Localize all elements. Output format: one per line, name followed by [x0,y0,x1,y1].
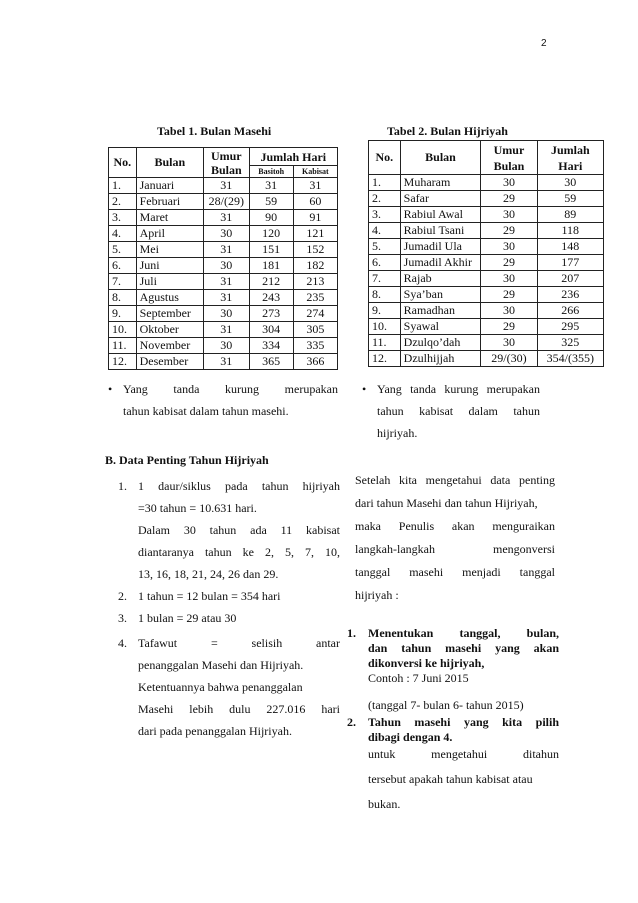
t2-row [369,271,604,287]
t2-cell: 325 [537,335,603,351]
t1-cell: 9. [109,306,137,322]
t1-cell: 10. [109,322,137,338]
t1-row [109,274,338,290]
t1-cell: Juli [136,274,203,290]
list-item-4 [118,632,340,742]
t2-cell: 29/(30) [481,351,537,367]
para-line4: langkah-langkah mengonversi [355,542,555,556]
item2-number: 2. [118,589,127,603]
t1-cell: 31 [293,178,337,194]
t1-cell: 304 [249,322,293,338]
step2-line3: untuk mengetahui ditahun [368,747,559,761]
t2-cell: Rabiul Awal [400,207,481,223]
step2-line2: dibagi dengan 4. [368,730,453,744]
t1-cell: April [136,226,203,242]
t2-body [369,175,604,367]
item1-line3: Dalam 30 tahun ada 11 kabisat [138,523,340,537]
item1-line5: 13, 16, 18, 21, 24, 26 dan 29. [138,567,279,581]
step1-number: 1. [347,626,356,640]
t2-header-jumlah: Jumlah Hari [537,141,603,175]
t1-row [109,338,338,354]
t1-cell: Juni [136,258,203,274]
t2-cell: 4. [369,223,401,239]
t1-cell: 273 [249,306,293,322]
t2-cell: 89 [537,207,603,223]
t2-row [369,319,604,335]
item2-text: 1 tahun = 12 bulan = 354 hari [138,589,281,603]
t2-cell: Sya’ban [400,287,481,303]
t1-cell: 60 [293,194,337,210]
t2-cell: Safar [400,191,481,207]
t1-cell: Desember [136,354,203,370]
t2-cell: 30 [481,239,537,255]
t2-cell: 118 [537,223,603,239]
t2-cell: 6. [369,255,401,271]
t2-cell: 207 [537,271,603,287]
t2-row [369,191,604,207]
step2-line5: bukan. [368,797,401,811]
t1-cell: 31 [204,242,250,258]
right-note [362,378,540,444]
t2-cell: 30 [481,207,537,223]
t1-cell: 8. [109,290,137,306]
t1-cell: 31 [204,290,250,306]
t1-cell: 181 [249,258,293,274]
t2-cell: Syawal [400,319,481,335]
t2-cell: 8. [369,287,401,303]
t1-cell: 2. [109,194,137,210]
table1-caption: Tabel 1. Bulan Masehi [157,124,272,138]
t1-cell: November [136,338,203,354]
para-line2: dari tahun Masehi dan tahun Hijriyah, [355,496,538,510]
step1-line2: dan tahun masehi yang akan [368,641,559,655]
t1-cell: 31 [204,322,250,338]
section-b-heading: B. Data Penting Tahun Hijriyah [105,453,269,467]
t1-cell: 31 [204,178,250,194]
t2-cell: Jumadil Ula [400,239,481,255]
step1-note: (tanggal 7- bulan 6- tahun 2015) [368,698,524,712]
t1-cell: 182 [293,258,337,274]
t2-cell: 30 [481,335,537,351]
t2-cell: 29 [481,255,537,271]
t2-row [369,335,604,351]
t2-row [369,287,604,303]
t2-cell: 9. [369,303,401,319]
t2-header-bulan: Bulan [400,141,481,175]
t2-cell: 2. [369,191,401,207]
left-list [118,475,340,742]
para-line1: Setelah kita mengetahui data penting [355,473,555,487]
step2-number: 2. [347,715,356,729]
t1-cell: 31 [249,178,293,194]
t1-cell: 152 [293,242,337,258]
item1-line4: diantaranya tahun ke 2, 5, 7, 10, [138,545,340,559]
t1-cell: 91 [293,210,337,226]
item4-number: 4. [118,636,127,650]
t1-cell: September [136,306,203,322]
list-item-1 [118,475,340,585]
t2-row [369,239,604,255]
step1-line1: Menentukan tanggal, bulan, [368,626,559,640]
t1-cell: 121 [293,226,337,242]
t1-cell: 30 [204,226,250,242]
right-note-line1: Yang tanda kurung merupakan [377,382,540,396]
t2-cell: Jumadil Akhir [400,255,481,271]
left-note-line2: tahun kabisat dalam tahun masehi. [123,404,289,418]
t1-cell: 31 [204,354,250,370]
right-note-line2: tahun kabisat dalam tahun [377,404,540,418]
t1-cell: 243 [249,290,293,306]
t2-cell: 295 [537,319,603,335]
item4-line3: Ketentuannya bahwa penanggalan [138,680,303,694]
t2-cell: 236 [537,287,603,303]
item4-line1: Tafawut = selisih antar [138,636,340,650]
t2-cell: 30 [537,175,603,191]
t2-cell: 29 [481,223,537,239]
t2-cell: 10. [369,319,401,335]
t1-cell: 3. [109,210,137,226]
t1-row [109,226,338,242]
t1-header-umur: Umur Bulan [204,148,250,178]
t2-cell: 29 [481,191,537,207]
table-bulan-masehi [108,147,338,370]
t1-row [109,354,338,370]
t1-cell: 235 [293,290,337,306]
t1-row [109,322,338,338]
t1-row [109,194,338,210]
step2-line1: Tahun masehi yang kita pilih [368,715,559,729]
item3-number: 3. [118,611,127,625]
t2-row [369,303,604,319]
t2-cell: Ramadhan [400,303,481,319]
t2-cell: 12. [369,351,401,367]
item3-text: 1 bulan = 29 atau 30 [138,611,237,625]
t2-row [369,207,604,223]
t1-cell: Agustus [136,290,203,306]
para-line5: tanggal masehi menjadi tanggal [355,565,555,579]
t1-cell: 213 [293,274,337,290]
step-1 [347,626,559,713]
t1-cell: 334 [249,338,293,354]
step1-example: Contoh : 7 Juni 2015 [368,671,469,685]
t1-header-basitoh: Basitoh [249,166,293,178]
item1-line2: =30 tahun = 10.631 hari. [138,501,257,515]
t1-cell: 11. [109,338,137,354]
t2-cell: 7. [369,271,401,287]
t2-cell: 30 [481,175,537,191]
t2-cell: 29 [481,287,537,303]
t1-row [109,210,338,226]
t2-row [369,351,604,367]
item4-line4: Masehi lebih dulu 227.016 hari [138,702,340,716]
right-paragraph [355,469,555,607]
t1-cell: 335 [293,338,337,354]
t1-row [109,258,338,274]
t1-cell: 4. [109,226,137,242]
t1-cell: 7. [109,274,137,290]
t1-cell: 274 [293,306,337,322]
item1-line1: 1 daur/siklus pada tahun hijriyah [138,479,340,493]
t1-cell: 28/(29) [204,194,250,210]
t1-cell: 12. [109,354,137,370]
t1-body [109,178,338,370]
step1-line3: dikonversi ke hijriyah, [368,656,485,670]
t2-cell: 148 [537,239,603,255]
t1-cell: Januari [136,178,203,194]
t2-cell: Muharam [400,175,481,191]
left-note [108,378,338,422]
t1-cell: 365 [249,354,293,370]
t2-header-no: No. [369,141,401,175]
page-number: 2 [541,38,547,49]
table-bulan-hijriyah [368,140,604,367]
t1-cell: 30 [204,258,250,274]
t2-cell: 11. [369,335,401,351]
t1-cell: Maret [136,210,203,226]
t2-cell: 59 [537,191,603,207]
t1-cell: 30 [204,306,250,322]
left-note-line1: Yang tanda kurung merupakan [123,382,338,396]
bullet-icon: • [108,382,113,396]
t2-row [369,223,604,239]
t2-header-umur: Umur Bulan [481,141,537,175]
table2-caption: Tabel 2. Bulan Hijriyah [387,124,508,138]
t1-cell: 120 [249,226,293,242]
t1-cell: 151 [249,242,293,258]
t1-cell: 366 [293,354,337,370]
item4-line5: dari pada penanggalan Hijriyah. [138,724,292,738]
t1-cell: Oktober [136,322,203,338]
t2-cell: 30 [481,303,537,319]
t1-cell: 305 [293,322,337,338]
t1-row [109,178,338,194]
para-line3: maka Penulis akan menguraikan [355,519,555,533]
t2-cell: Rajab [400,271,481,287]
t1-row [109,306,338,322]
right-note-line3: hijriyah. [377,426,418,440]
t2-cell: 5. [369,239,401,255]
t2-row [369,255,604,271]
t1-cell: 59 [249,194,293,210]
item1-number: 1. [118,479,127,493]
t2-cell: 1. [369,175,401,191]
t2-cell: 29 [481,319,537,335]
t2-cell: 3. [369,207,401,223]
para-line6: hijriyah : [355,588,399,602]
step2-line4: tersebut apakah tahun kabisat atau [368,772,533,786]
t1-header-no: No. [109,148,137,178]
t1-cell: Mei [136,242,203,258]
t1-row [109,242,338,258]
t1-cell: 212 [249,274,293,290]
t2-cell: 266 [537,303,603,319]
t1-cell: 6. [109,258,137,274]
t1-header-jumlah: Jumlah Hari [249,148,337,166]
t2-cell: Dzulqo’dah [400,335,481,351]
step-2 [347,715,559,812]
t1-cell: 5. [109,242,137,258]
t2-cell: 30 [481,271,537,287]
t2-cell: 177 [537,255,603,271]
t2-cell: Rabiul Tsani [400,223,481,239]
item4-line2: penanggalan Masehi dan Hijriyah. [138,658,304,672]
t1-header-kabisat: Kabisat [293,166,337,178]
t1-cell: 1. [109,178,137,194]
t1-row [109,290,338,306]
t1-cell: 90 [249,210,293,226]
t1-cell: 31 [204,274,250,290]
t1-cell: 31 [204,210,250,226]
t1-cell: 30 [204,338,250,354]
t2-cell: 354/(355) [537,351,603,367]
bullet-icon: • [362,382,367,396]
t2-cell: Dzulhijjah [400,351,481,367]
list-item-3 [118,607,340,629]
t2-row [369,175,604,191]
list-item-2 [118,585,340,607]
t1-cell: Februari [136,194,203,210]
t1-header-bulan: Bulan [136,148,203,178]
